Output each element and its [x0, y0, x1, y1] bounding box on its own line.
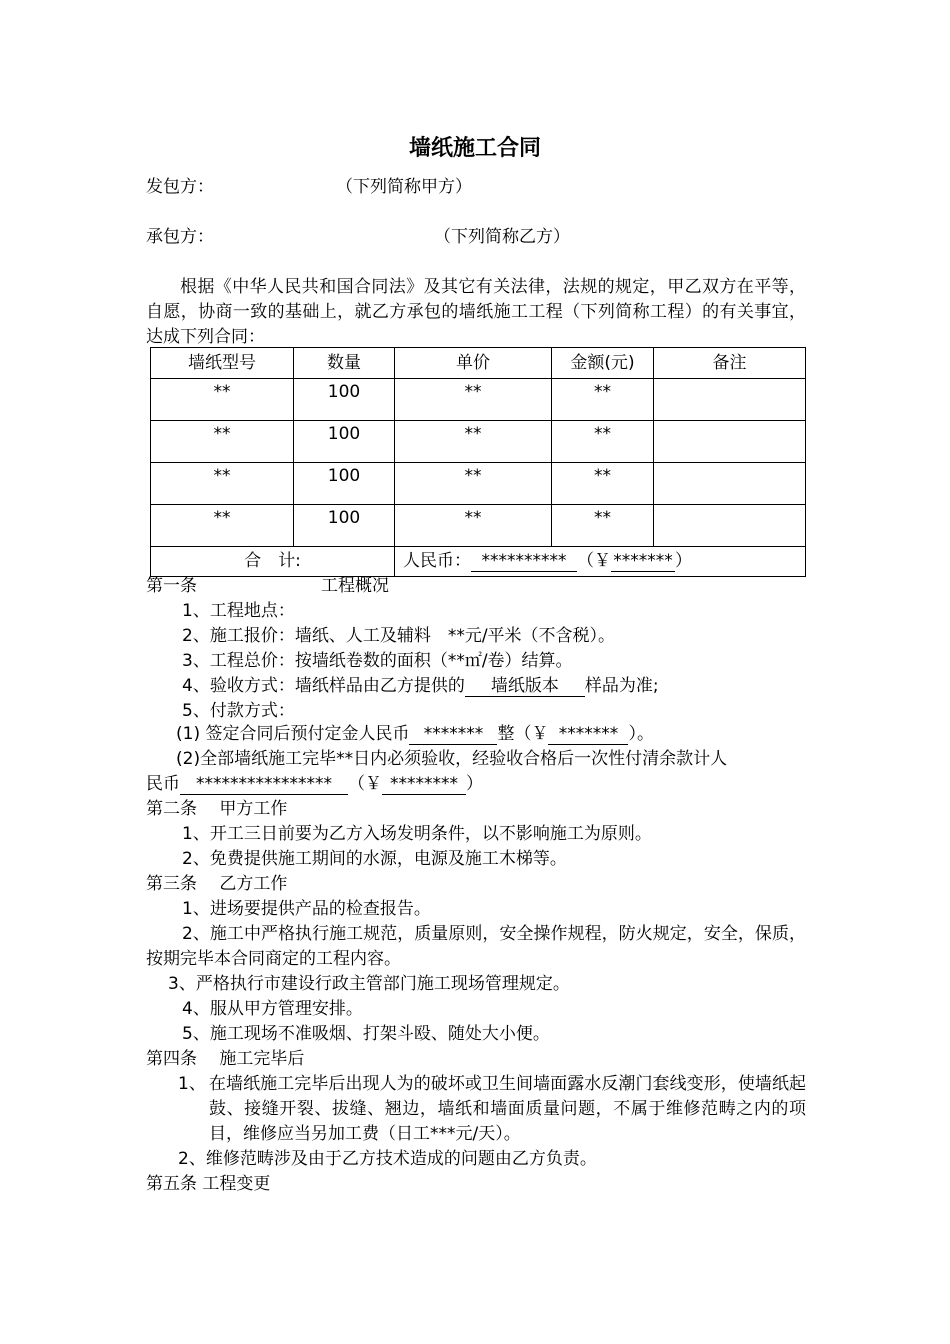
- article4-item1: [146, 1072, 806, 1147]
- cell-remarks: [654, 505, 806, 547]
- article3-item3: 3、严格执行市建设行政主管部门施工现场管理规定。: [168, 974, 570, 994]
- header-remarks: 备注: [654, 348, 806, 379]
- total-label: 合 计:: [151, 547, 395, 577]
- cell-amount: **: [552, 463, 654, 505]
- header-amount: 金额(元): [552, 348, 654, 379]
- table-total-row: [151, 547, 806, 577]
- article2-item1: 1、开工三日前要为乙方入场发明条件，以不影响施工为原则。: [182, 824, 652, 844]
- header-unit-price: 单价: [395, 348, 552, 379]
- cell-quantity: 100: [294, 463, 395, 505]
- article3-item4: 4、服从甲方管理安排。: [182, 999, 363, 1019]
- article1-title: 工程概况: [321, 576, 389, 596]
- article1-item2: 2、施工报价：墙纸、人工及辅料 **元/平米（不含税）。: [182, 626, 616, 646]
- cell-quantity: 100: [294, 379, 395, 421]
- payment-2-amount: ****************: [180, 774, 348, 795]
- article1-item3: 3、工程总价：按墙纸卷数的面积（**㎡/卷）结算。: [182, 651, 573, 671]
- total-paren-open: （￥: [577, 551, 611, 571]
- table-row: [151, 379, 806, 421]
- contractor-label: 承包方：: [146, 227, 214, 247]
- article1-item1: 1、工程地点：: [182, 601, 295, 621]
- article2-item2: 2、免费提供施工期间的水源，电源及施工木梯等。: [182, 849, 567, 869]
- cell-amount: **: [552, 505, 654, 547]
- item4-prefix: 4、验收方式：墙纸样品由乙方提供的: [182, 676, 465, 696]
- cell-model: **: [151, 421, 294, 463]
- cell-model: **: [151, 379, 294, 421]
- cell-unit-price: **: [395, 421, 552, 463]
- total-amount-yuan: *******: [611, 551, 675, 572]
- payment-2-suffix: ）: [466, 774, 483, 794]
- article4-heading: 第四条 施工完毕后: [146, 1049, 305, 1069]
- article5-heading: 第五条 工程变更: [146, 1174, 271, 1194]
- article3-item1: 1、进场要提供产品的检查报告。: [182, 899, 431, 919]
- cell-amount: **: [552, 421, 654, 463]
- cell-unit-price: **: [395, 463, 552, 505]
- document-title: 墙纸施工合同: [408, 136, 541, 161]
- article3-item2: 2、施工中严格执行施工规范，质量原则，安全操作规程，防火规定，安全，保质，按期完毕本合同商定的工程内容。: [146, 924, 806, 969]
- article1-item5: 5、付款方式：: [182, 701, 295, 721]
- table-row: [151, 463, 806, 505]
- payment-1: [176, 722, 654, 747]
- article1-heading: [146, 574, 389, 599]
- employer-note: （下列简称甲方）: [336, 177, 472, 197]
- article3-heading: 第三条 乙方工作: [146, 874, 288, 894]
- table-row: [151, 505, 806, 547]
- total-value: [395, 547, 806, 577]
- article2-heading: 第二条 甲方工作: [146, 799, 288, 819]
- payment-1-mid: 整（￥: [497, 724, 549, 744]
- cell-quantity: 100: [294, 505, 395, 547]
- payment-2-line2: [146, 772, 483, 797]
- cell-remarks: [654, 421, 806, 463]
- employer-label: 发包方：: [146, 177, 214, 197]
- payment-2-line1: (2)全部墙纸施工完毕**日内必须验收，经验收合格后一次性付清余款计人: [176, 749, 728, 769]
- item4-sample: 墙纸版本: [465, 676, 585, 697]
- payment-1-suffix: ）。: [628, 724, 654, 744]
- contractor-note: （下列简称乙方）: [434, 227, 570, 247]
- cell-unit-price: **: [395, 379, 552, 421]
- payment-2-mid: （￥: [348, 774, 382, 794]
- cell-remarks: [654, 379, 806, 421]
- total-prefix: 人民币：: [403, 551, 471, 571]
- payment-1-amount: *******: [409, 724, 497, 745]
- payment-2-prefix: 民币: [146, 774, 180, 794]
- header-quantity: 数量: [294, 348, 395, 379]
- article4-item1-number: 1、: [178, 1074, 206, 1094]
- total-amount: **********: [471, 551, 577, 572]
- intro-paragraph: 根据《中华人民共和国合同法》及其它有关法律，法规的规定，甲乙双方在平等，自愿，协商一致的基础上，就乙方承包的墙纸施工工程（下列简称工程）的有关事宜，达成下列合同：: [146, 277, 806, 347]
- article3-item5: 5、施工现场不准吸烟、打架斗殴、随处大小便。: [182, 1024, 550, 1044]
- article4-item1-text: 在墙纸施工完毕后出现人为的破坏或卫生间墙面露水反潮门套线变形，使墙纸起鼓、接缝开裂、拔缝、翘边，墙纸和墙面质量问题，不属于维修范畴之内的项目，维修应当另加工费（日工***元/天）。: [209, 1074, 806, 1144]
- total-paren-close: ）: [675, 551, 692, 571]
- cell-model: **: [151, 505, 294, 547]
- cell-quantity: 100: [294, 421, 395, 463]
- items-table: [150, 347, 806, 577]
- article1-number: 第一条: [146, 576, 197, 596]
- article1-item4: [182, 674, 659, 699]
- cell-amount: **: [552, 379, 654, 421]
- article4-item2: 2、维修范畴涉及由于乙方技术造成的问题由乙方负责。: [178, 1149, 597, 1169]
- cell-model: **: [151, 463, 294, 505]
- table-row: [151, 421, 806, 463]
- cell-unit-price: **: [395, 505, 552, 547]
- payment-1-amount-yuan: *******: [548, 724, 628, 745]
- cell-remarks: [654, 463, 806, 505]
- contractor-line: [146, 225, 570, 250]
- item4-suffix: 样品为准;: [584, 676, 659, 696]
- header-model: 墙纸型号: [151, 348, 294, 379]
- payment-1-prefix: (1) 签定合同后预付定金人民币: [176, 724, 410, 744]
- payment-2-amount-yuan: ********: [382, 774, 466, 795]
- table-header-row: [151, 348, 806, 379]
- employer-line: [146, 175, 472, 200]
